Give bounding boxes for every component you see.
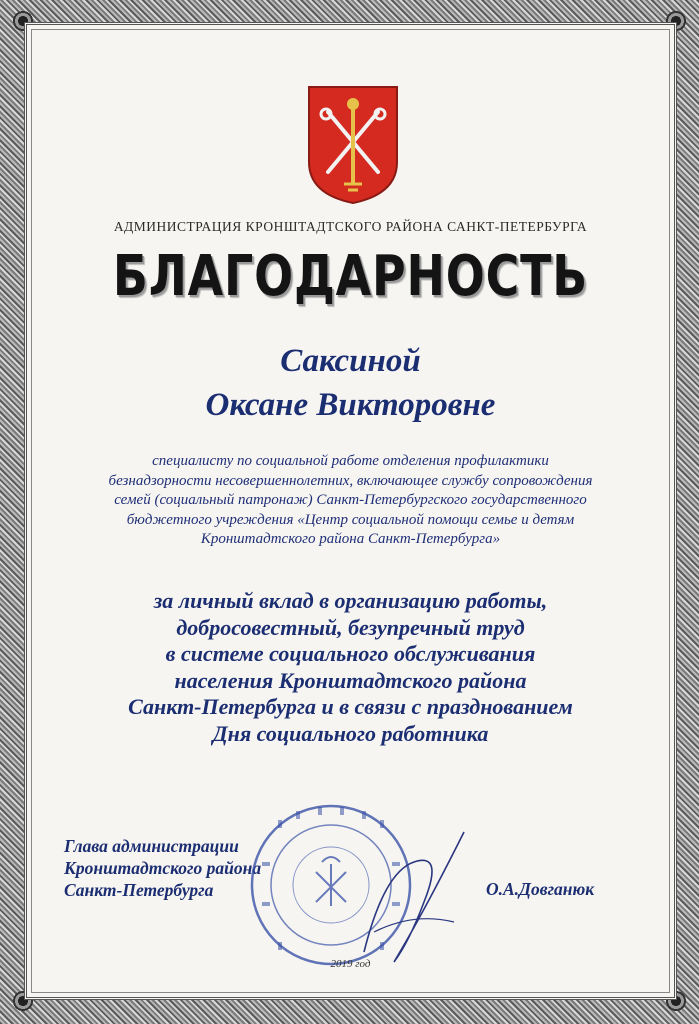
position-line: безнадзорности несовершеннолетних, включающее службу сопровождения — [108, 472, 593, 489]
recipient-position — [94, 452, 607, 550]
position-line: семей (социальный патронаж) Санкт-Петербургского государственного — [114, 492, 587, 508]
signatory-title — [64, 835, 261, 901]
document-title: БЛАГОДАРНОСТЬ — [112, 244, 589, 309]
position-line: Кронштадтского района Санкт-Петербурга» — [200, 531, 501, 547]
reason-line: Санкт-Петербурга и в связи с празднованием — [128, 694, 573, 719]
recipient-name — [24, 339, 677, 427]
handwritten-signature-icon — [354, 812, 474, 972]
reason-line: в системе социального обслуживания — [165, 641, 536, 666]
issue-year: 2019 год — [330, 958, 371, 970]
award-reason — [64, 588, 637, 747]
reason-line: за личный вклад в организацию работы, — [153, 588, 548, 613]
recipient-given-names: Оксане Викторовне — [205, 387, 496, 423]
reason-line: населения Кронштадтского района — [174, 667, 527, 693]
issuer-header: АДМИНИСТРАЦИЯ КРОНШТАДТСКОГО РАЙОНА САНКТ-ПЕТЕРБУРГА — [113, 219, 588, 234]
position-line: бюджетного учреждения «Центр социальной помощи семье и детям — [126, 511, 575, 528]
position-line: специалисту по социальной работе отделения профилактики — [152, 453, 549, 469]
signatory-title-line: Санкт-Петербурга — [64, 880, 214, 900]
reason-line: Дня социального работника — [212, 720, 489, 746]
signatory-title-line: Глава администрации — [64, 836, 239, 856]
coat-of-arms-icon — [306, 84, 400, 206]
recipient-surname: Саксиной — [280, 343, 421, 379]
certificate-content — [24, 22, 677, 1000]
signatory-name: О.А.Довганюк — [486, 879, 595, 899]
signatory-title-line: Кронштадтского района — [64, 858, 262, 878]
reason-line: добросовестный, безупречный труд — [176, 614, 525, 640]
